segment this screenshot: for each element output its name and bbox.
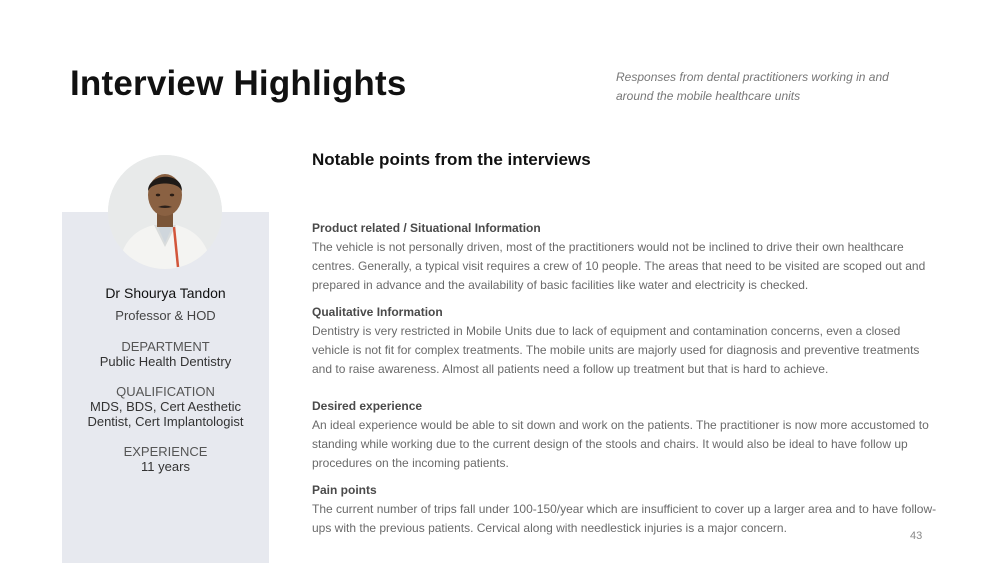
portrait-photo (108, 155, 222, 269)
department-value: Public Health Dentistry (99, 354, 232, 369)
section-title: Notable points from the interviews (312, 150, 591, 169)
page-subtitle: Responses from dental practitioners working in and around the mobile healthcare units (616, 70, 889, 103)
page-title: Interview Highlights (70, 64, 407, 103)
qualification-value-line1: MDS, BDS, Cert Aesthetic (90, 399, 241, 414)
point-heading: Pain points (312, 483, 377, 497)
point-heading: Qualitative Information (312, 305, 443, 319)
experience-label: EXPERIENCE (123, 444, 208, 459)
qualification-label: QUALIFICATION (116, 384, 215, 399)
page-number: 43 (910, 530, 923, 542)
point-text: The current number of trips fall under 100-150/year which are insufficient to cover up a larger area and to have follow-ups with the previous patients. Cervical along with needlestick injuries is a major concern. (312, 502, 937, 535)
department-label: DEPARTMENT (121, 339, 210, 354)
point-heading: Desired experience (312, 399, 423, 413)
point-product-related (312, 219, 937, 295)
point-pain-points (312, 481, 937, 538)
point-desired-experience (312, 397, 937, 473)
point-heading: Product related / Situational Information (312, 221, 541, 235)
interview-points (312, 219, 937, 546)
profile-role: Professor & HOD (115, 308, 216, 323)
point-text: The vehicle is not personally driven, most of the practitioners would not be inclined to drive their own healthcare centres. Generally, a typical visit requires a crew of 10 people. The areas that need to be visited are scoped out and prepared in advance and the availability of basic facilities like water and electricity is checked. (312, 240, 926, 292)
point-qualitative (312, 303, 937, 379)
avatar (108, 155, 222, 269)
qualification-value-line2: Dentist, Cert Implantologist (87, 414, 244, 429)
point-text: Dentistry is very restricted in Mobile Units due to lack of equipment and contamination concerns, even a closed vehicle is not fit for complex treatments. The mobile units are majorly used for diagnosis and preventive treatments and to raise awareness. Almost all patients need a follow up treatment but that is hard to achieve. (312, 324, 920, 376)
profile-details (62, 284, 269, 474)
point-text: An ideal experience would be able to sit down and work on the patients. The practitioner is now more accustomed to standing while working due to the current design of the stools and chairs. It would also be ideal to have follow up procedures on the incoming patients. (312, 418, 929, 470)
experience-value: 11 years (141, 459, 190, 474)
profile-name: Dr Shourya Tandon (105, 285, 226, 301)
